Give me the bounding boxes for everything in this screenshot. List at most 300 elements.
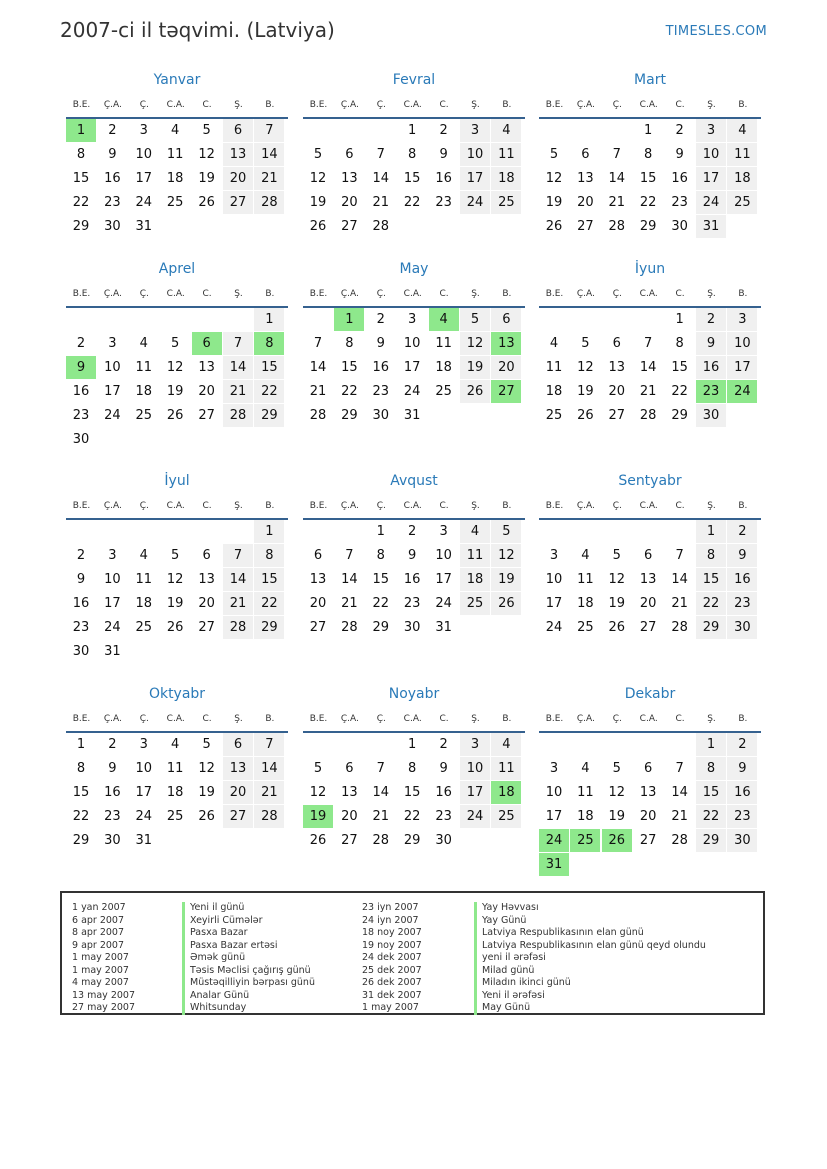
day-cell: 23 [104, 809, 121, 824]
day-cell: 2 [108, 737, 117, 752]
day-cell: 21 [223, 592, 253, 615]
day-cell: 25 [166, 195, 184, 210]
day-cell: 26 [309, 833, 327, 848]
day-cell: 27 [309, 620, 327, 635]
day-cell: 11 [135, 360, 153, 375]
day-cell: 24 [460, 805, 490, 828]
day-cell: 29 [72, 833, 90, 848]
day-cell: 1 [408, 737, 417, 752]
holiday-day-cell: 18 [491, 781, 521, 804]
day-cell: 6 [345, 761, 354, 776]
day-cell: 25 [166, 809, 184, 824]
day-cell: 23 [671, 195, 688, 210]
day-cell: 20 [198, 384, 215, 399]
day-cell: 24 [135, 195, 153, 210]
day-cell: 31 [403, 408, 421, 423]
day-cell: 14 [671, 572, 688, 587]
weekday-label: Ç. [612, 289, 622, 299]
day-cell: 17 [696, 167, 726, 190]
day-cell: 21 [639, 384, 657, 399]
weekday-label: C.A. [166, 289, 185, 299]
holiday-legend [60, 891, 765, 1015]
day-cell: 14 [372, 171, 390, 186]
weekday-label: Ç.A. [340, 100, 359, 110]
weekday-label: Ş. [707, 100, 716, 110]
weekday-label: B.E. [309, 714, 328, 724]
weekday-label: Ş. [234, 289, 243, 299]
day-cell: 28 [223, 404, 253, 427]
day-cell: 22 [639, 195, 657, 210]
day-cell: 27 [639, 833, 657, 848]
legend-date: 24 dek 2007 [362, 952, 422, 963]
day-cell: 22 [696, 805, 726, 828]
day-cell: 1 [376, 524, 385, 539]
day-cell: 11 [166, 761, 184, 776]
weekday-label: C.A. [166, 714, 185, 724]
day-cell: 7 [254, 119, 284, 142]
day-cell: 1 [696, 520, 726, 543]
day-cell: 13 [639, 572, 657, 587]
holiday-day-cell: 4 [429, 308, 459, 331]
day-cell: 19 [608, 596, 626, 611]
day-cell: 9 [696, 332, 726, 355]
day-cell: 17 [545, 596, 563, 611]
day-cell: 4 [727, 119, 757, 142]
day-cell: 23 [403, 596, 421, 611]
day-cell: 2 [108, 123, 117, 138]
day-cell: 13 [198, 360, 215, 375]
holiday-day-cell: 26 [602, 829, 632, 852]
legend-date: 18 noy 2007 [362, 927, 422, 938]
day-cell: 19 [309, 195, 327, 210]
day-cell: 2 [727, 733, 757, 756]
day-cell: 28 [254, 191, 284, 214]
day-cell: 20 [639, 809, 657, 824]
day-cell: 7 [644, 336, 653, 351]
legend-holiday-name: Miladın ikinci günü [474, 977, 706, 990]
day-cell: 23 [72, 620, 90, 635]
day-cell: 8 [376, 548, 385, 563]
day-cell: 28 [254, 805, 284, 828]
day-cell: 29 [639, 219, 657, 234]
day-cell: 7 [612, 147, 621, 162]
day-cell: 24 [104, 408, 121, 423]
weekday-label: B. [502, 501, 512, 511]
weekday-label: B. [502, 100, 512, 110]
day-cell: 25 [577, 620, 594, 635]
day-cell: 7 [376, 761, 385, 776]
day-cell: 28 [309, 408, 327, 423]
day-cell: 16 [671, 171, 688, 186]
day-cell: 30 [104, 219, 121, 234]
day-cell: 16 [72, 384, 90, 399]
day-cell: 8 [345, 336, 354, 351]
day-cell: 12 [166, 572, 184, 587]
day-cell: 28 [639, 408, 657, 423]
day-cell: 17 [460, 167, 490, 190]
holiday-day-cell: 25 [570, 829, 600, 852]
day-cell: 5 [202, 737, 211, 752]
month-name: Oktyabr [148, 686, 206, 702]
day-cell: 30 [727, 829, 757, 852]
day-cell: 29 [341, 408, 358, 423]
day-cell: 28 [671, 833, 688, 848]
day-cell: 9 [108, 147, 117, 162]
weekday-label: B.E. [72, 289, 91, 299]
day-cell: 24 [435, 596, 452, 611]
day-cell: 3 [696, 119, 726, 142]
day-cell: 1 [254, 308, 284, 331]
day-cell: 21 [254, 781, 284, 804]
day-cell: 21 [372, 809, 390, 824]
day-cell: 11 [166, 147, 184, 162]
weekday-label: Ş. [471, 289, 480, 299]
day-cell: 22 [72, 809, 90, 824]
day-cell: 16 [403, 572, 421, 587]
weekday-label: B. [265, 289, 275, 299]
weekday-label: B.E. [309, 501, 328, 511]
day-cell: 12 [608, 572, 626, 587]
day-cell: 14 [254, 143, 284, 166]
day-cell: 18 [727, 167, 757, 190]
weekday-label: C.A. [639, 501, 658, 511]
day-cell: 22 [341, 384, 358, 399]
weekday-label: Ş. [707, 289, 716, 299]
legend-holiday-name: May Günü [474, 1002, 706, 1015]
weekday-label: B.E. [545, 501, 564, 511]
day-cell: 5 [460, 308, 490, 331]
day-cell: 2 [727, 520, 757, 543]
weekday-label: B.E. [72, 100, 91, 110]
holiday-day-cell: 8 [254, 332, 284, 355]
day-cell: 30 [727, 616, 757, 639]
day-cell: 9 [408, 548, 417, 563]
weekday-label: B. [738, 100, 748, 110]
day-cell: 15 [341, 360, 358, 375]
weekday-label: Ç.A. [576, 100, 595, 110]
day-cell: 29 [254, 616, 284, 639]
legend-holiday-name: Latviya Respublikasının elan günü qeyd olundu [474, 940, 706, 953]
day-cell: 3 [408, 312, 417, 327]
day-cell: 27 [223, 805, 253, 828]
month-name: Fevral [392, 72, 436, 88]
day-cell: 23 [435, 195, 452, 210]
day-cell: 3 [460, 733, 490, 756]
day-cell: 16 [372, 360, 390, 375]
day-cell: 5 [491, 520, 521, 543]
day-cell: 20 [577, 195, 594, 210]
day-cell: 18 [460, 568, 490, 591]
day-cell: 6 [223, 733, 253, 756]
day-cell: 5 [313, 147, 323, 162]
day-cell: 8 [408, 761, 417, 776]
legend-left-names [182, 902, 315, 1015]
day-cell: 26 [545, 219, 563, 234]
weekday-label: C. [202, 100, 212, 110]
day-cell: 18 [545, 384, 563, 399]
day-cell: 17 [104, 596, 121, 611]
weekday-label: B.E. [72, 714, 91, 724]
day-cell: 30 [403, 620, 421, 635]
day-cell: 4 [491, 119, 521, 142]
day-cell: 22 [72, 195, 90, 210]
day-cell: 27 [608, 408, 626, 423]
day-cell: 16 [727, 568, 757, 591]
day-cell: 12 [309, 785, 327, 800]
month-name: Avqust [390, 473, 438, 489]
day-cell: 15 [254, 356, 284, 379]
day-cell: 8 [696, 544, 726, 567]
legend-date: 9 apr 2007 [72, 939, 125, 951]
holiday-day-cell: 24 [727, 380, 757, 403]
day-cell: 15 [696, 781, 726, 804]
day-cell: 27 [577, 219, 594, 234]
day-cell: 4 [171, 123, 180, 138]
day-cell: 9 [727, 544, 757, 567]
day-cell: 5 [581, 336, 590, 351]
day-cell: 2 [376, 312, 385, 327]
day-cell: 1 [644, 123, 653, 138]
day-cell: 21 [372, 195, 390, 210]
weekday-label: C. [439, 289, 449, 299]
weekday-label: C.A. [639, 100, 658, 110]
legend-holiday-name: Xeyirli Cümələr [182, 915, 315, 928]
day-cell: 18 [491, 167, 521, 190]
weekday-label: B.E. [309, 289, 328, 299]
day-cell: 22 [696, 592, 726, 615]
day-cell: 22 [254, 380, 284, 403]
day-cell: 16 [696, 356, 726, 379]
weekday-label: B. [265, 714, 275, 724]
day-cell: 14 [671, 785, 688, 800]
day-cell: 19 [166, 596, 184, 611]
day-cell: 18 [435, 360, 452, 375]
day-cell: 5 [202, 123, 211, 138]
day-cell: 18 [577, 809, 594, 824]
day-cell: 19 [545, 195, 563, 210]
day-cell: 20 [223, 781, 253, 804]
day-cell: 20 [341, 809, 358, 824]
day-cell: 25 [727, 191, 757, 214]
day-cell: 26 [198, 195, 215, 210]
day-cell: 4 [171, 737, 180, 752]
day-cell: 27 [341, 219, 358, 234]
day-cell: 2 [408, 524, 417, 539]
day-cell: 19 [198, 171, 215, 186]
weekday-label: B.E. [545, 100, 564, 110]
weekday-label: C. [202, 714, 212, 724]
day-cell: 3 [108, 336, 117, 351]
weekday-label: Ç. [612, 100, 622, 110]
day-cell: 23 [727, 805, 757, 828]
day-cell: 30 [104, 833, 121, 848]
day-cell: 6 [644, 548, 653, 563]
day-cell: 6 [202, 548, 211, 563]
day-cell: 12 [545, 171, 563, 186]
day-cell: 28 [671, 620, 688, 635]
day-cell: 26 [309, 219, 327, 234]
day-cell: 10 [545, 572, 563, 587]
weekday-label: B.E. [545, 289, 564, 299]
weekday-label: C. [439, 100, 449, 110]
day-cell: 14 [223, 356, 253, 379]
day-cell: 20 [223, 167, 253, 190]
day-cell: 19 [608, 809, 626, 824]
day-cell: 15 [72, 785, 90, 800]
day-cell: 13 [608, 360, 626, 375]
day-cell: 10 [403, 336, 421, 351]
day-cell: 8 [254, 544, 284, 567]
weekday-label: C.A. [403, 100, 422, 110]
day-cell: 17 [460, 781, 490, 804]
weekday-label: Ç. [376, 714, 386, 724]
day-cell: 21 [671, 809, 688, 824]
day-cell: 13 [198, 572, 215, 587]
day-cell: 20 [198, 596, 215, 611]
day-cell: 18 [135, 596, 153, 611]
day-cell: 15 [639, 171, 657, 186]
day-cell: 7 [223, 332, 253, 355]
day-cell: 3 [439, 524, 448, 539]
weekday-label: Ç. [139, 714, 149, 724]
weekday-label: C. [675, 100, 685, 110]
day-cell: 27 [639, 620, 657, 635]
brand-link[interactable]: TIMESLES.COM [665, 24, 767, 39]
day-cell: 30 [72, 432, 90, 447]
day-cell: 10 [435, 548, 452, 563]
month-name: Yanvar [153, 72, 201, 88]
day-cell: 7 [223, 544, 253, 567]
legend-date: 1 may 2007 [362, 1002, 419, 1013]
day-cell: 8 [76, 761, 86, 776]
day-cell: 7 [345, 548, 354, 563]
day-cell: 30 [671, 219, 688, 234]
month-name: Noyabr [388, 686, 440, 702]
day-cell: 14 [639, 360, 657, 375]
day-cell: 26 [577, 408, 594, 423]
day-cell: 6 [313, 548, 323, 563]
day-cell: 9 [108, 761, 117, 776]
day-cell: 2 [76, 336, 86, 351]
day-cell: 24 [135, 809, 153, 824]
day-cell: 4 [139, 336, 148, 351]
day-cell: 10 [135, 147, 153, 162]
day-cell: 12 [198, 147, 215, 162]
day-cell: 26 [608, 620, 626, 635]
day-cell: 1 [76, 737, 86, 752]
legend-holiday-name: Əmək günü [182, 952, 315, 965]
legend-date: 31 dek 2007 [362, 989, 422, 1001]
weekday-label: C.A. [166, 100, 185, 110]
weekday-label: C. [439, 501, 449, 511]
day-cell: 12 [608, 785, 626, 800]
day-cell: 1 [254, 520, 284, 543]
day-cell: 29 [254, 404, 284, 427]
weekday-label: B. [738, 289, 748, 299]
day-cell: 10 [727, 332, 757, 355]
day-cell: 5 [171, 548, 180, 563]
weekday-label: Ş. [234, 714, 243, 724]
holiday-day-cell: 24 [539, 829, 569, 852]
day-cell: 12 [166, 360, 184, 375]
day-cell: 28 [372, 219, 390, 234]
day-cell: 25 [135, 620, 153, 635]
day-cell: 11 [577, 785, 594, 800]
day-cell: 7 [675, 548, 684, 563]
legend-holiday-name: Whitsunday [182, 1002, 315, 1015]
day-cell: 8 [644, 147, 653, 162]
day-cell: 10 [696, 143, 726, 166]
weekday-label: C.A. [403, 501, 422, 511]
day-cell: 5 [612, 548, 621, 563]
day-cell: 13 [341, 785, 358, 800]
legend-date: 6 apr 2007 [72, 914, 125, 926]
day-cell: 29 [403, 833, 421, 848]
day-cell: 26 [491, 592, 521, 615]
day-cell: 9 [727, 757, 757, 780]
day-cell: 26 [460, 380, 490, 403]
day-cell: 11 [460, 544, 490, 567]
day-cell: 10 [460, 143, 490, 166]
day-cell: 6 [612, 336, 621, 351]
day-cell: 26 [166, 620, 184, 635]
day-cell: 14 [309, 360, 327, 375]
day-cell: 10 [104, 360, 121, 375]
day-cell: 25 [435, 384, 452, 399]
holiday-day-cell: 1 [66, 119, 96, 142]
day-cell: 19 [166, 384, 184, 399]
day-cell: 21 [309, 384, 327, 399]
day-cell: 20 [309, 596, 327, 611]
weekday-label: C.A. [403, 714, 422, 724]
weekday-label: C. [202, 501, 212, 511]
day-cell: 28 [372, 833, 390, 848]
legend-holiday-name: Latviya Respublikasının elan günü [474, 927, 706, 940]
day-cell: 21 [254, 167, 284, 190]
day-cell: 7 [675, 761, 684, 776]
legend-holiday-name: Analar Günü [182, 990, 315, 1003]
legend-date: 19 noy 2007 [362, 939, 422, 951]
day-cell: 7 [313, 336, 323, 351]
day-cell: 23 [435, 809, 452, 824]
weekday-label: B.E. [309, 100, 328, 110]
day-cell: 29 [72, 219, 90, 234]
day-cell: 14 [254, 757, 284, 780]
day-cell: 29 [671, 408, 688, 423]
day-cell: 1 [696, 733, 726, 756]
day-cell: 14 [223, 568, 253, 591]
legend-holiday-name: Təsis Məclisi çağırış günü [182, 965, 315, 978]
day-cell: 12 [577, 360, 594, 375]
weekday-label: Ç.A. [103, 100, 122, 110]
day-cell: 2 [696, 308, 726, 331]
day-cell: 31 [135, 219, 153, 234]
day-cell: 20 [608, 384, 626, 399]
day-cell: 5 [612, 761, 621, 776]
day-cell: 8 [675, 336, 684, 351]
weekday-label: B.E. [545, 714, 564, 724]
month-name: İyun [634, 261, 666, 277]
day-cell: 24 [104, 620, 121, 635]
day-cell: 17 [727, 356, 757, 379]
day-cell: 19 [198, 785, 215, 800]
day-cell: 2 [76, 548, 86, 563]
day-cell: 26 [198, 809, 215, 824]
day-cell: 31 [135, 833, 153, 848]
weekday-label: C.A. [639, 289, 658, 299]
weekday-label: Ç. [139, 289, 149, 299]
day-cell: 5 [313, 761, 323, 776]
